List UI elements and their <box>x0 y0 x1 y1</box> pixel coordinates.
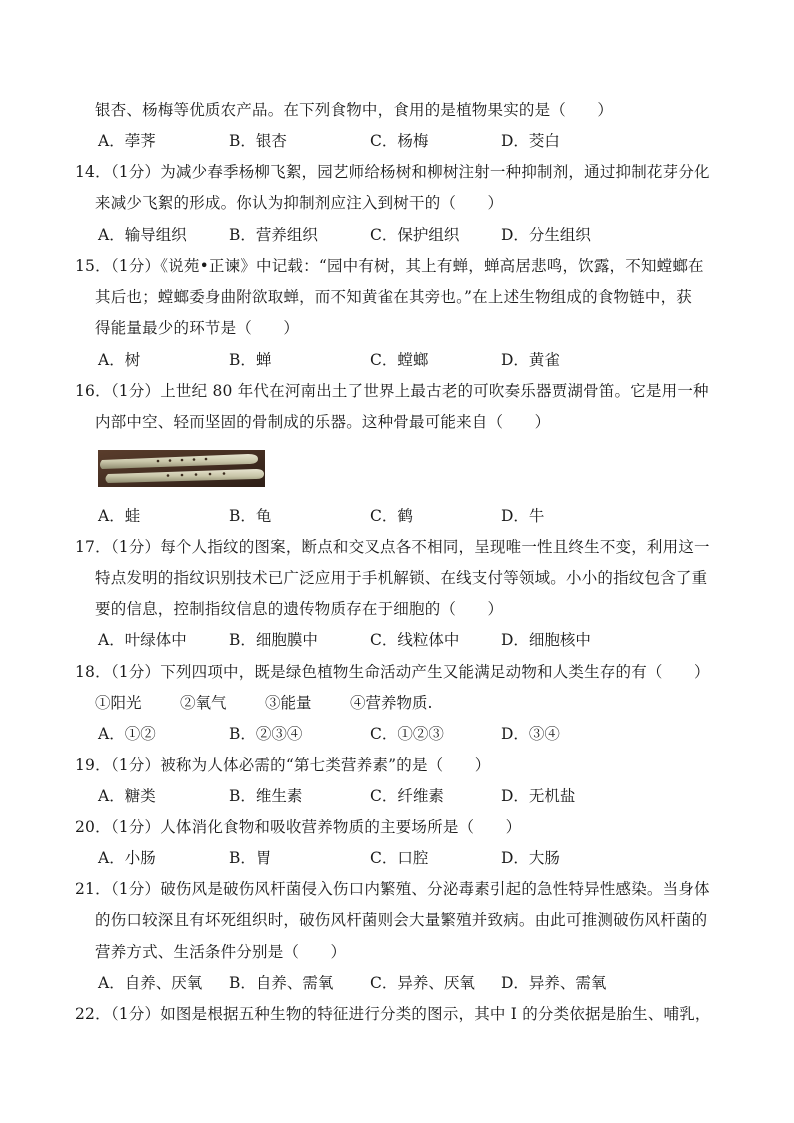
q14-option-b[interactable]: B．营养组织 <box>229 226 318 244</box>
q16-stem-line-2: 内部中空、轻而坚固的骨制成的乐器。这种骨最可能来自（ ） <box>95 413 551 431</box>
q18-option-d[interactable]: D．③④ <box>501 725 560 743</box>
q17-option-d[interactable]: D．细胞核中 <box>501 631 591 649</box>
q15-stem-line-1: 15．（1分）《说苑•正谏》中记载：“园中有树，其上有蝉，蝉高居悲鸣，饮露，不知螳螂在 <box>75 257 704 275</box>
q14-option-c[interactable]: C．保护组织 <box>370 226 460 244</box>
q20-option-a[interactable]: A．小肠 <box>98 849 156 867</box>
q18-item-3: ③能量 <box>265 694 312 712</box>
q18-option-b[interactable]: B．②③④ <box>229 725 303 743</box>
q14-option-a[interactable]: A．输导组织 <box>98 226 187 244</box>
q17-stem-line-3: 要的信息，控制指纹信息的遗传物质存在于细胞的（ ） <box>95 600 504 618</box>
bone-flute-photo-icon <box>98 450 265 487</box>
q17-stem-line-2: 特点发明的指纹识别技术已广泛应用于手机解锁、在线支付等领域。小小的指纹包含了重 <box>95 569 708 587</box>
q18-item-1: ①阳光 <box>95 694 142 712</box>
q19-option-b[interactable]: B．维生素 <box>229 787 303 805</box>
q17-stem-line-1: 17．（1分）每个人指纹的图案，断点和交叉点各不相同，呈现唯一性且终生不变，利用这一 <box>75 538 710 556</box>
q15-option-b[interactable]: B．蝉 <box>229 351 272 369</box>
q21-stem-line-2: 的伤口较深且有坏死组织时，破伤风杆菌则会大量繁殖并致病。由此可推测破伤风杆菌的 <box>95 911 708 929</box>
q19-option-d[interactable]: D．无机盐 <box>501 787 576 805</box>
q16-option-a[interactable]: A．蛙 <box>98 507 141 525</box>
q13-stem-line: 银杏、杨梅等优质农产品。在下列食物中，食用的是植物果实的是（ ） <box>95 101 614 119</box>
q21-option-c[interactable]: C．异养、厌氧 <box>370 974 475 992</box>
q17-option-c[interactable]: C．线粒体中 <box>370 631 460 649</box>
q18-stem-line-1: 18．（1分）下列四项中，既是绿色植物生命活动产生又能满足动物和人类生存的有（ ） <box>75 663 710 681</box>
q22-stem-line-1: 22．（1分）如图是根据五种生物的特征进行分类的图示，其中 I 的分类依据是胎生、哺乳， <box>75 1005 711 1023</box>
q21-option-b[interactable]: B．自养、需氧 <box>229 974 334 992</box>
q14-stem-line-1: 14．（1分）为减少春季杨柳飞絮，园艺师给杨树和柳树注射一种抑制剂，通过抑制花芽分化 <box>75 163 710 181</box>
q21-stem-line-3: 营养方式、生活条件分别是（ ） <box>95 943 347 961</box>
q21-option-a[interactable]: A．自养、厌氧 <box>98 974 203 992</box>
q13-option-d[interactable]: D．茭白 <box>501 132 560 150</box>
q13-option-c[interactable]: C．杨梅 <box>370 132 429 150</box>
q14-option-d[interactable]: D．分生组织 <box>501 226 591 244</box>
q19-stem-line-1: 19．（1分）被称为人体必需的“第七类营养素”的是（ ） <box>75 756 491 774</box>
q15-option-d[interactable]: D．黄雀 <box>501 351 560 369</box>
q16-option-c[interactable]: C．鹤 <box>370 507 413 525</box>
q21-stem-line-1: 21．（1分）破伤风是破伤风杆菌侵入伤口内繁殖、分泌毒素引起的急性特异性感染。当身体 <box>75 880 710 898</box>
q16-option-d[interactable]: D．牛 <box>501 507 545 525</box>
q20-option-d[interactable]: D．大肠 <box>501 849 560 867</box>
q19-option-a[interactable]: A．糖类 <box>98 787 156 805</box>
q20-stem-line-1: 20．（1分）人体消化食物和吸收营养物质的主要场所是（ ） <box>75 818 522 836</box>
q20-option-c[interactable]: C．口腔 <box>370 849 429 867</box>
q15-option-a[interactable]: A．树 <box>98 351 141 369</box>
q20-option-b[interactable]: B．胃 <box>229 849 272 867</box>
q15-stem-line-3: 得能量最少的环节是（ ） <box>95 319 300 337</box>
q18-option-a[interactable]: A．①② <box>98 725 156 743</box>
q15-stem-line-2: 其后也；螳螂委身曲附欲取蝉，而不知黄雀在其旁也。”在上述生物组成的食物链中，获 <box>95 288 692 306</box>
q18-item-2: ②氧气 <box>180 694 227 712</box>
q18-item-4: ④营养物质. <box>350 694 433 712</box>
q13-option-a[interactable]: A．荸荠 <box>98 132 156 150</box>
q16-option-b[interactable]: B．龟 <box>229 507 272 525</box>
q14-stem-line-2: 来减少飞絮的形成。你认为抑制剂应注入到树干的（ ） <box>95 194 504 212</box>
q21-option-d[interactable]: D．异养、需氧 <box>501 974 607 992</box>
q17-option-b[interactable]: B．细胞膜中 <box>229 631 318 649</box>
q17-option-a[interactable]: A．叶绿体中 <box>98 631 187 649</box>
q15-option-c[interactable]: C．螳螂 <box>370 351 429 369</box>
q18-option-c[interactable]: C．①②③ <box>370 725 444 743</box>
q13-option-b[interactable]: B．银杏 <box>229 132 287 150</box>
q16-stem-line-1: 16．（1分）上世纪 80 年代在河南出土了世界上最古老的可吹奏乐器贾湖骨笛。它是用一种 <box>75 382 709 400</box>
q19-option-c[interactable]: C．纤维素 <box>370 787 444 805</box>
